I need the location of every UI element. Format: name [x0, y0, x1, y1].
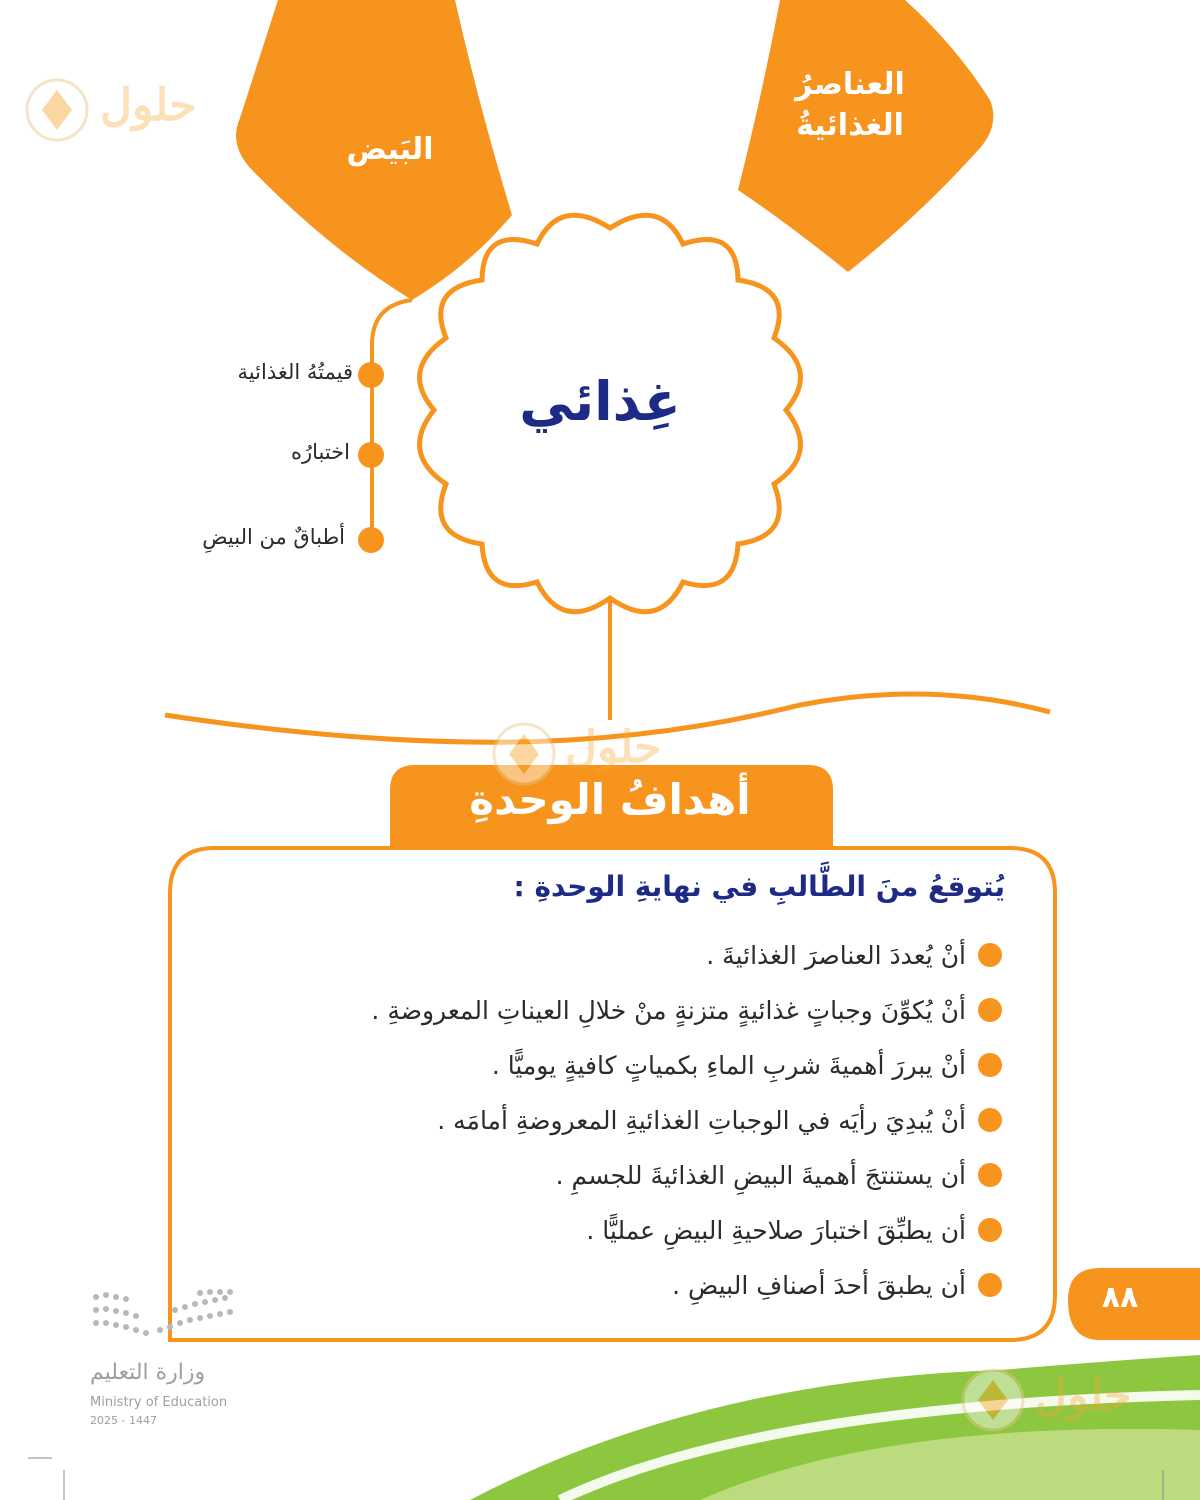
- topics-connector-line: [372, 300, 412, 540]
- objectives-list: [242, 928, 1002, 1313]
- objective-item: [242, 983, 1002, 1038]
- flower-center-word: غِذائي: [519, 370, 681, 433]
- ministry-name-english: Ministry of Education: [90, 1395, 228, 1410]
- topic-testing: اختبارُه: [290, 440, 350, 464]
- bullet-icon: [978, 1163, 1002, 1187]
- food-elements-petal-label: [770, 65, 930, 146]
- objective-text: أنْ يُكوِّنَ وجباتٍ غذائيةٍ متزنةٍ منْ خلالِ العيناتِ المعروضةِ .: [371, 996, 966, 1025]
- topic-bullet: [358, 527, 384, 553]
- objective-text: أن يستنتجَ أهميةَ البيضِ الغذائيةَ للجسمِ .: [555, 1161, 966, 1190]
- food-elements-line-2: الغذائيةُ: [796, 107, 904, 143]
- objective-item: [242, 928, 1002, 983]
- watermark-text: حلول: [100, 80, 197, 131]
- unit-goals-intro: يُتوقعُ منَ الطَّالبِ في نهايةِ الوحدةِ :: [513, 870, 1005, 903]
- watermark-text: حلول: [565, 722, 662, 773]
- objective-item: [242, 1038, 1002, 1093]
- bullet-icon: [978, 1108, 1002, 1132]
- objective-text: أن يطبقَ أحدَ أصنافِ البيضِ .: [672, 1271, 966, 1300]
- bullet-icon: [978, 1218, 1002, 1242]
- page-number: ٨٨: [1101, 1280, 1139, 1315]
- topic-nutritional-value: قيمتُهُ الغذائية: [237, 360, 353, 384]
- bullet-icon: [978, 1053, 1002, 1077]
- ministry-name-arabic: وزارة التعليم: [90, 1360, 206, 1385]
- topic-bullet: [358, 362, 384, 388]
- objective-item: [242, 1148, 1002, 1203]
- bullet-icon: [978, 998, 1002, 1022]
- watermark-text: حلول: [1035, 1370, 1132, 1421]
- objective-text: أنْ يُبدِيَ رأيَه في الوجباتِ الغذائيةِ المعروضةِ أمامَه .: [437, 1106, 966, 1135]
- eggs-petal-label: البَيض: [346, 132, 434, 167]
- ministry-year: 2025 - 1447: [90, 1414, 157, 1427]
- topic-egg-dishes: أطباقٌ من البيضِ: [202, 525, 345, 549]
- bullet-icon: [978, 1273, 1002, 1297]
- objective-text: أن يطبِّقَ اختبارَ صلاحيةِ البيضِ عمليًّا .: [586, 1216, 966, 1245]
- food-elements-line-1: العناصرُ: [795, 67, 905, 102]
- objective-item: [242, 1258, 1002, 1313]
- topic-bullet: [358, 442, 384, 468]
- objective-text: أنْ يُعددَ العناصرَ الغذائيةَ .: [706, 941, 966, 970]
- unit-goals-title: أهدافُ الوحدةِ: [469, 775, 751, 824]
- ministry-logo-icon: [93, 1289, 233, 1336]
- objective-text: أنْ يبررَ أهميةَ شربِ الماءِ بكمياتٍ كافيةٍ يوميًّا .: [491, 1051, 966, 1080]
- bullet-icon: [978, 943, 1002, 967]
- objective-item: [242, 1093, 1002, 1148]
- objective-item: [242, 1203, 1002, 1258]
